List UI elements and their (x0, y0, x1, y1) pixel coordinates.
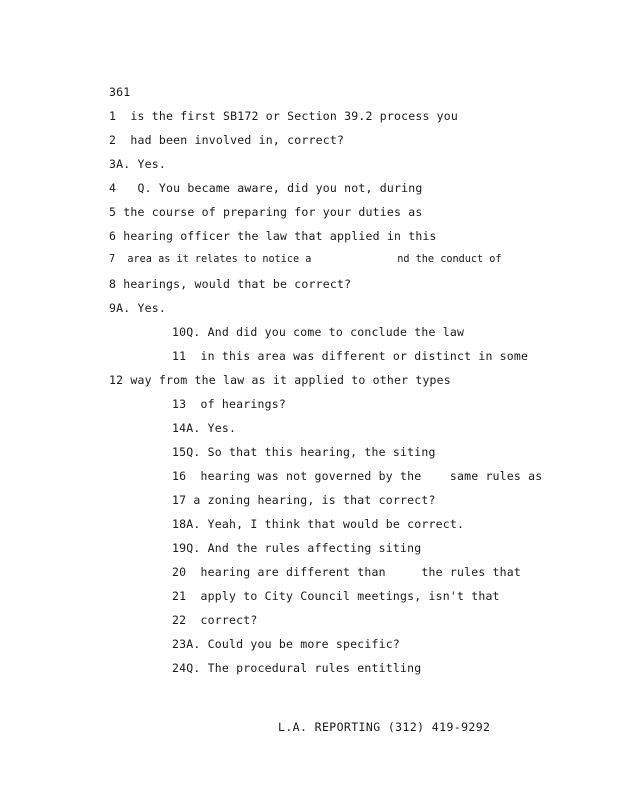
transcript-line-15: 15Q. So that this hearing, the siting (172, 445, 436, 459)
transcript-line-14: 14A. Yes. (172, 421, 237, 435)
transcript-line-21: 21 apply to City Council meetings, isn't that (172, 589, 500, 603)
transcript-line-9: 9A. Yes. (109, 301, 166, 315)
transcript-line-2: 2 had been involved in, correct? (109, 133, 345, 147)
transcript-line-24: 24Q. The procedural rules entitling (172, 661, 422, 675)
transcript-line-17: 17 a zoning hearing, is that correct? (172, 493, 436, 507)
transcript-line-7: 7 area as it relates to notice a nd the conduct of (109, 254, 502, 265)
transcript-line-13: 13 of hearings? (172, 397, 286, 411)
transcript-line-3: 3A. Yes. (109, 157, 166, 171)
transcript-line-12: 12 way from the law as it applied to other types (109, 373, 451, 387)
transcript-line-4: 4 Q. You became aware, did you not, during (109, 181, 423, 195)
transcript-line-10: 10Q. And did you come to conclude the law (172, 325, 465, 339)
transcript-line-5: 5 the course of preparing for your duties as (109, 205, 423, 219)
transcript-line-18: 18A. Yeah, I think that would be correct. (172, 517, 465, 531)
transcript-line-8: 8 hearings, would that be correct? (109, 277, 352, 291)
transcript-line-6: 6 hearing officer the law that applied in this (109, 229, 437, 243)
transcript-line-20: 20 hearing are different than the rules that (172, 565, 522, 579)
reporter-footer: L.A. REPORTING (312) 419-9292 (278, 720, 491, 734)
transcript-line-23: 23A. Could you be more specific? (172, 637, 400, 651)
page-number: 361 (109, 85, 131, 99)
transcript-line-22: 22 correct? (172, 613, 258, 627)
transcript-line-11: 11 in this area was different or distinct in some (172, 349, 529, 363)
transcript-line-19: 19Q. And the rules affecting siting (172, 541, 422, 555)
transcript-line-16: 16 hearing was not governed by the same rules as (172, 469, 543, 483)
transcript-line-1: 1 is the first SB172 or Section 39.2 process you (109, 109, 459, 123)
